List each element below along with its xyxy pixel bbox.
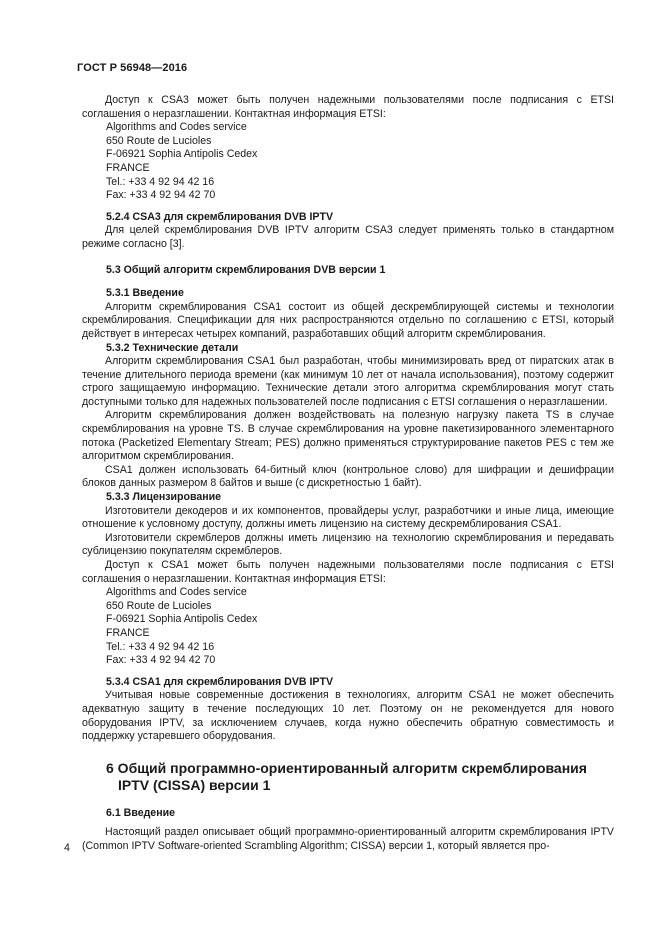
section-heading-5-3-3: 5.3.3 Лицензирование [106, 491, 222, 504]
section-5-2-4-paragraph: Для целей скремблирования DVB IPTV алгоритм CSA3 следует применять только в стандартном режиме согласно [3]. [82, 224, 614, 250]
address-line: 650 Route de Lucioles [106, 134, 212, 147]
etsi-address-block [82, 121, 614, 203]
address-line: Algorithms and Codes service [106, 586, 247, 599]
address-line: Fax: +33 4 92 94 42 70 [106, 189, 216, 202]
section-5-3-2-paragraph: CSA1 должен использовать 64-битный ключ (контрольное слово) для шифрации и дешифрации блоков данных размером 8 байтов и выше (с дискретностью 1 байт). [82, 463, 614, 490]
section-heading-5-3-4: 5.3.4 CSA1 для скремблирования DVB IPTV [106, 675, 334, 688]
section-5-3-1-paragraph: Алгоритм скремблирования CSA1 состоит из общей дескремблирующей системы и технологии скремблирования. Спецификации для них распространяются отдельно по соглашению с ETSI, который действует в интересах четырех компаний, разработавших общий алгоритм скремблирования. [82, 300, 614, 340]
address-line: F-06921 Sophia Antipolis Cedex [106, 148, 258, 161]
address-line: FRANCE [106, 626, 150, 639]
section-6-heading-line: IPTV (CISSA) версии 1 [118, 777, 271, 794]
section-heading-5-3-1: 5.3.1 Введение [106, 287, 184, 300]
section-heading-5-3: 5.3 Общий алгоритм скремблирования DVB версии 1 [106, 263, 386, 276]
address-line: 650 Route de Lucioles [106, 599, 212, 612]
section-heading-5-2-4: 5.2.4 CSA3 для скремблирования DVB IPTV [106, 210, 334, 223]
section-heading-6-1: 6.1 Введение [106, 806, 176, 819]
section-6-1-paragraph: Настоящий раздел описывает общий программно-ориентированный алгоритм скремблирования IPTV (Common IPTV Software-oriented Scrambling Algorithm; CISSA) версии 1, который является про- [82, 826, 614, 852]
address-line: Tel.: +33 4 92 94 42 16 [106, 175, 215, 188]
section-5-3-3-paragraph: Изготовители декодеров и их компонентов, провайдеры услуг, разработчики и иные лица, имеющие отношение к условному доступу, должны иметь лицензию на систему дескремблирования CSA1. [82, 504, 614, 531]
csa3-access-paragraph: Доступ к CSA3 может быть получен надежными пользователями после подписания с ETSI соглашения о неразглашении. Контактная информация ETSI: [82, 94, 614, 120]
address-line: Algorithms and Codes service [106, 121, 247, 134]
address-line: FRANCE [106, 161, 150, 174]
section-6-heading-line: 6 Общий программно-ориентированный алгоритм скремблирования [106, 759, 587, 776]
page-content [82, 94, 614, 854]
section-5-3-3-paragraph: Изготовители скремблеров должны иметь лицензию на технологию скремблирования и передавать сублицензию покупателям скремблеров. [82, 531, 614, 558]
document-header: ГОСТ Р 56948—2016 [77, 62, 188, 74]
address-line: Tel.: +33 4 92 94 42 16 [106, 640, 215, 653]
section-heading-5-3-2: 5.3.2 Технические детали [106, 341, 239, 354]
address-line: F-06921 Sophia Antipolis Cedex [106, 613, 258, 626]
etsi-address-block [82, 586, 614, 668]
section-5-3-3-paragraph: Доступ к CSA1 может быть получен надежными пользователями после подписания с ETSI соглашения о неразглашении. Контактная информация ETSI: [82, 559, 614, 585]
section-5-3-2-paragraph: Алгоритм скремблирования должен воздействовать на полезную нагрузку пакета TS в случае скремблирования на уровне TS. В случае скремблирования на уровне пакетизированного элементарного потока (Packetized Elementary Stream; PES) должно применяться структурирование пакетов PES с тем же алгоритмом скремблирования. [82, 409, 614, 463]
page-number: 4 [64, 842, 70, 854]
section-5-3-4-paragraph: Учитывая новые современные достижения в технологиях, алгоритм CSA1 не может обеспечить адекватную защиту в течение последующих 10 лет. Поэтому он не рекомендуется для нового оборудования IPTV, за исключением случаев, когда нужно обеспечить обратную совместимость и поддержку устаревшего оборудования. [82, 689, 614, 743]
section-heading-6 [82, 760, 614, 795]
section-5-3-2-paragraph: Алгоритм скремблирования CSA1 был разработан, чтобы минимизировать вред от пиратских атак в течение длительного периода времени (как минимум 10 лет от начала использования), поэтому содержит строго защищаемую информацию. Технические детали этого алгоритма скремблирования могут стать доступными только для надежных пользователей после подписания с ETSI соглашения о неразглашении. [82, 355, 614, 408]
address-line: Fax: +33 4 92 94 42 70 [106, 654, 216, 667]
